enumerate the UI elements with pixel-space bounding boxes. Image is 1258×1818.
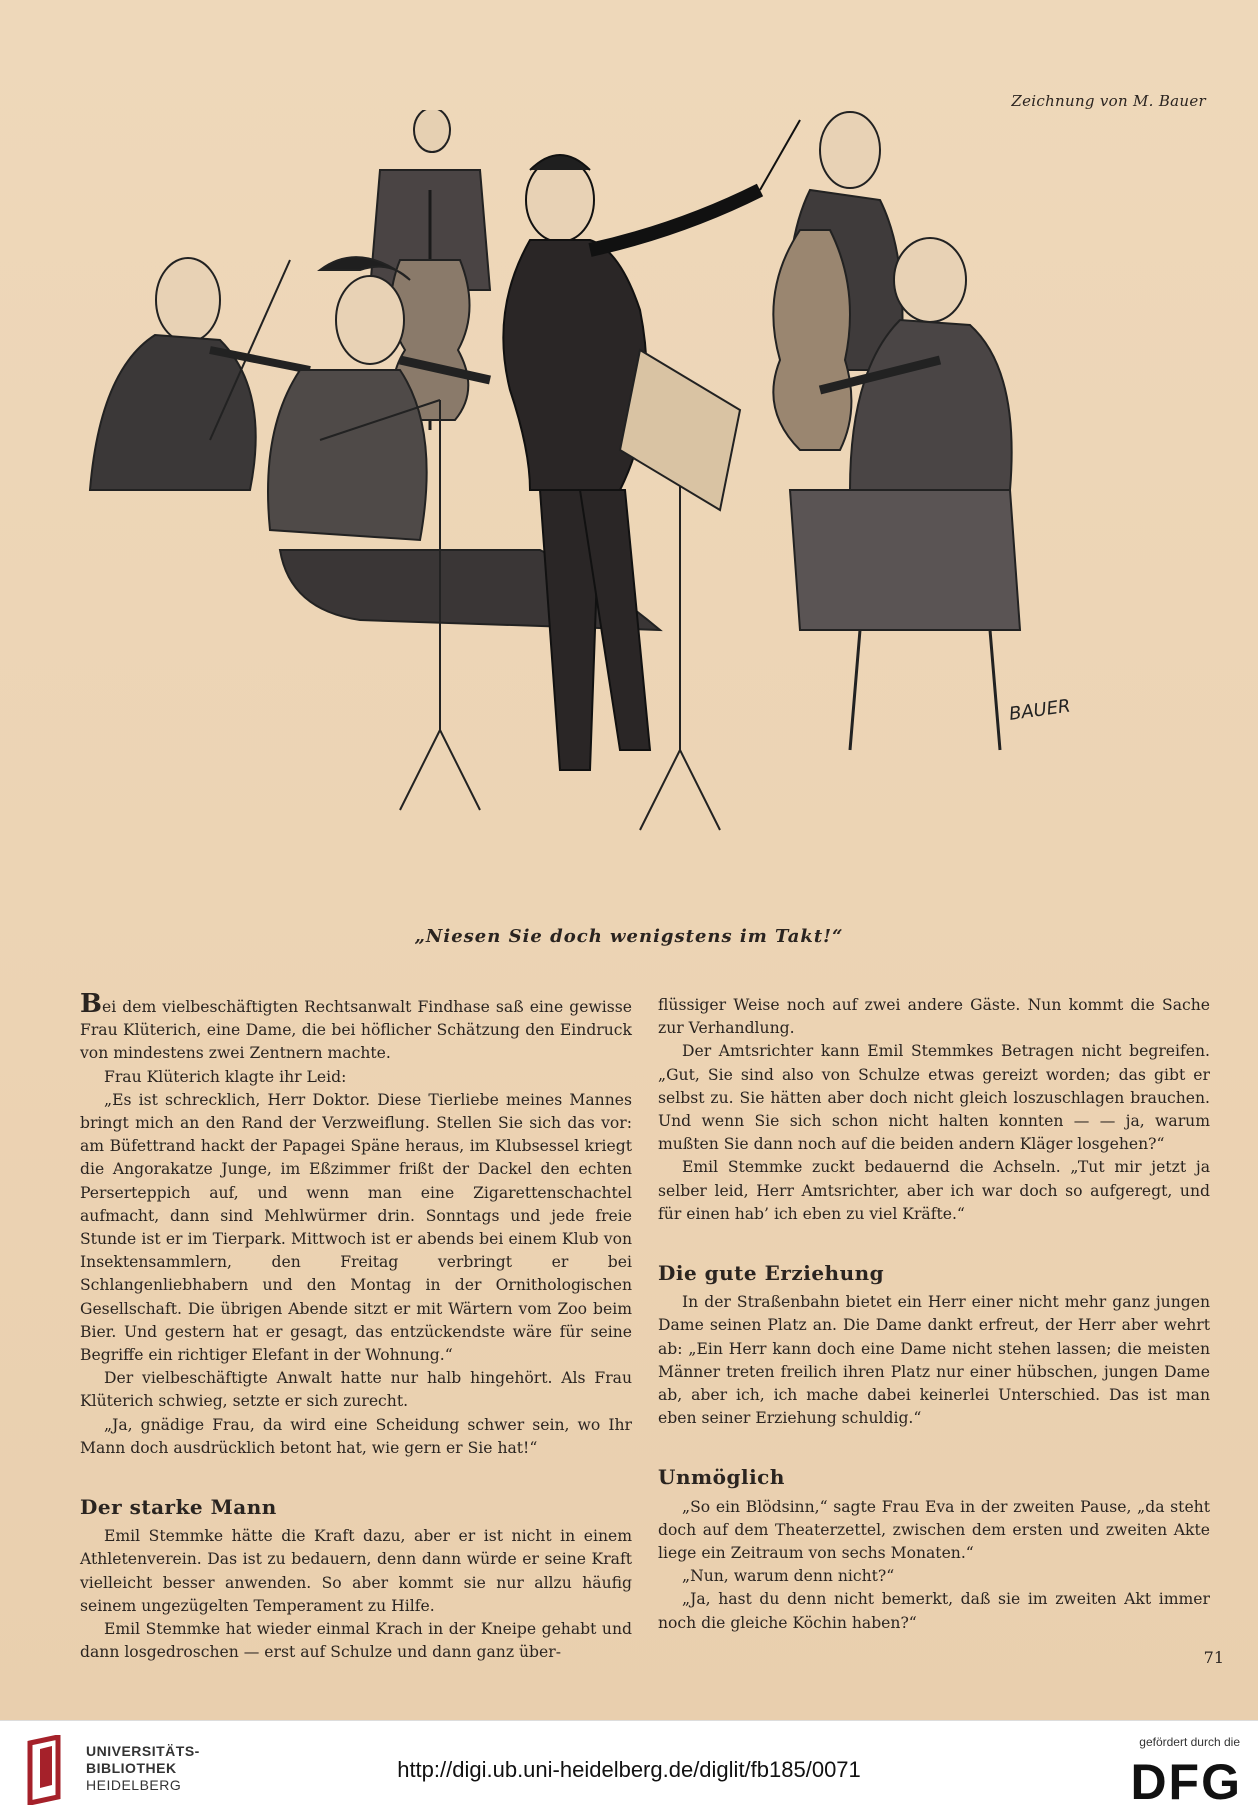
paragraph: „Es ist schrecklich, Herr Doktor. Diese Tierliebe meines Mannes bringt mich an den Rand der Verzweiflung. Stellen Sie sich das vor: am Büfettrand hackt der Papagei Späne heraus, im Klubsessel kriegt die Angorakatze Junge, im Eßzimmer frißt der Dackel den echten Perserteppich auf, und wenn man eine Zigarettenschachtel aufmacht, dann sind Mehlwürmer drin. Sonntags und jede freie Stunde ist er im Tierpark. Mittwoch ist er abends bei einem Klub von Insektensammlern, den Freitag verbringt er bei Schlangenliebhabern und den Montag in der Ornithologischen Gesellschaft. Die übrigen Abende sitzt er mit Wärtern vom Zoo beim Bier. Und gestern hat er gesagt, das entzückendste wäre für seine Begriffe ein richtiger Elefant in der Wohnung.“ [80,1090,632,1365]
paragraph: „Ja, hast du denn nicht bemerkt, daß sie im zweiten Akt immer noch die gleiche Köchin haben?“ [658,1590,1210,1632]
right-column [658,994,1210,1635]
illustration-credit: Zeichnung von M. Bauer [1011,92,1206,110]
paragraph: Emil Stemmke hätte die Kraft dazu, aber er ist nicht in einem Athletenverein. Das ist zu bedauern, denn dann würde er seine Kraft vielleicht besser anwenden. So aber kommt sie nur allzu häufig seinem ungezügelten Temperament zu Hilfe. [80,1527,632,1615]
paragraph: In der Straßenbahn bietet ein Herr einer nicht mehr ganz jungen Dame seinen Platz an. Die Dame dankt erfreut, der Herr aber wehrt ab: „Ein Herr kann doch eine Dame nicht stehen lassen; die meisten Männer treten freilich ihren Platz nur einer hübschen, jungen Dame ab, aber ich, ich mache dabei keinerlei Unterschied. Das ist man eben seiner Erziehung schuldig.“ [658,1293,1210,1428]
paragraph: Der vielbeschäftigte Anwalt hatte nur halb hingehört. Als Frau Klüterich schwieg, setzte er sich zurecht. [80,1369,632,1411]
paragraph-text: ei dem vielbeschäftigten Rechtsanwalt Findhase saß eine gewisse Frau Klüterich, eine Dame, die bei höflicher Schätzung den Eindruck von mindestens zwei Zentnern machte. [80,998,632,1063]
funded-by-label: gefördert durch die [1139,1735,1240,1749]
paragraph: Emil Stemmke zuckt bedauernd die Achseln. „Tut mir jetzt ja selber leid, Herr Amtsrichter, aber ich war doch so aufgeregt, und für einen hab’ ich eben zu viel Kräfte.“ [658,1158,1210,1223]
paragraph: Emil Stemmke hat wieder einmal Krach in der Kneipe gehabt und dann losgedroschen — erst auf Schulze und dann ganz über- [80,1620,632,1662]
dfg-logo[interactable]: DFG [1130,1754,1242,1810]
footer-bar [0,1720,1258,1818]
orchestra-illustration [60,110,1200,910]
section-heading: Unmöglich [658,1465,785,1490]
page-number: 71 [1203,1648,1224,1667]
institution-name[interactable]: UNIVERSITÄTS- BIBLIOTHEK HEIDELBERG [86,1743,200,1793]
section-heading: Der starke Mann [80,1495,277,1520]
section-heading: Die gute Erziehung [658,1261,885,1286]
paragraph: flüssiger Weise noch auf zwei andere Gäste. Nun kommt die Sache zur Verhandlung. [658,996,1210,1038]
left-column [80,989,632,1664]
paragraph: „Nun, warum denn nicht?“ [682,1567,895,1586]
paragraph: „Ja, gnädige Frau, da wird eine Scheidung schwer sein, wo Ihr Mann doch ausdrücklich betont hat, wie gern er Sie hat!“ [80,1415,632,1457]
intro-paragraph [80,989,632,1066]
artist-signature: BAUER [1007,695,1072,725]
paragraph: Der Amtsrichter kann Emil Stemmkes Betragen nicht begreifen. „Gut, Sie sind also von Schulze etwas gereizt worden; das gibt er selbst zu. Sie hätten aber doch nicht gleich loszuschlagen brauchen. Und wenn Sie sich schon nicht halten konnten — — ja, warum mußten Sie dann noch auf die beiden andern Kläger losgehen?“ [658,1042,1210,1154]
drop-cap: B [80,989,102,1019]
paragraph: „So ein Blödsinn,“ sagte Frau Eva in der zweiten Pause, „da steht doch auf dem Theaterzettel, zwischen dem ersten und zweiten Akte liege ein Zeitraum von sechs Monaten.“ [658,1497,1210,1563]
paragraph: Frau Klüterich klagte ihr Leid: [104,1067,347,1086]
permalink-url[interactable]: http://digi.ub.uni-heidelberg.de/diglit/fb185/0071 [397,1757,861,1782]
illustration-caption: „Niesen Sie doch wenigstens im Takt!“ [414,926,844,947]
